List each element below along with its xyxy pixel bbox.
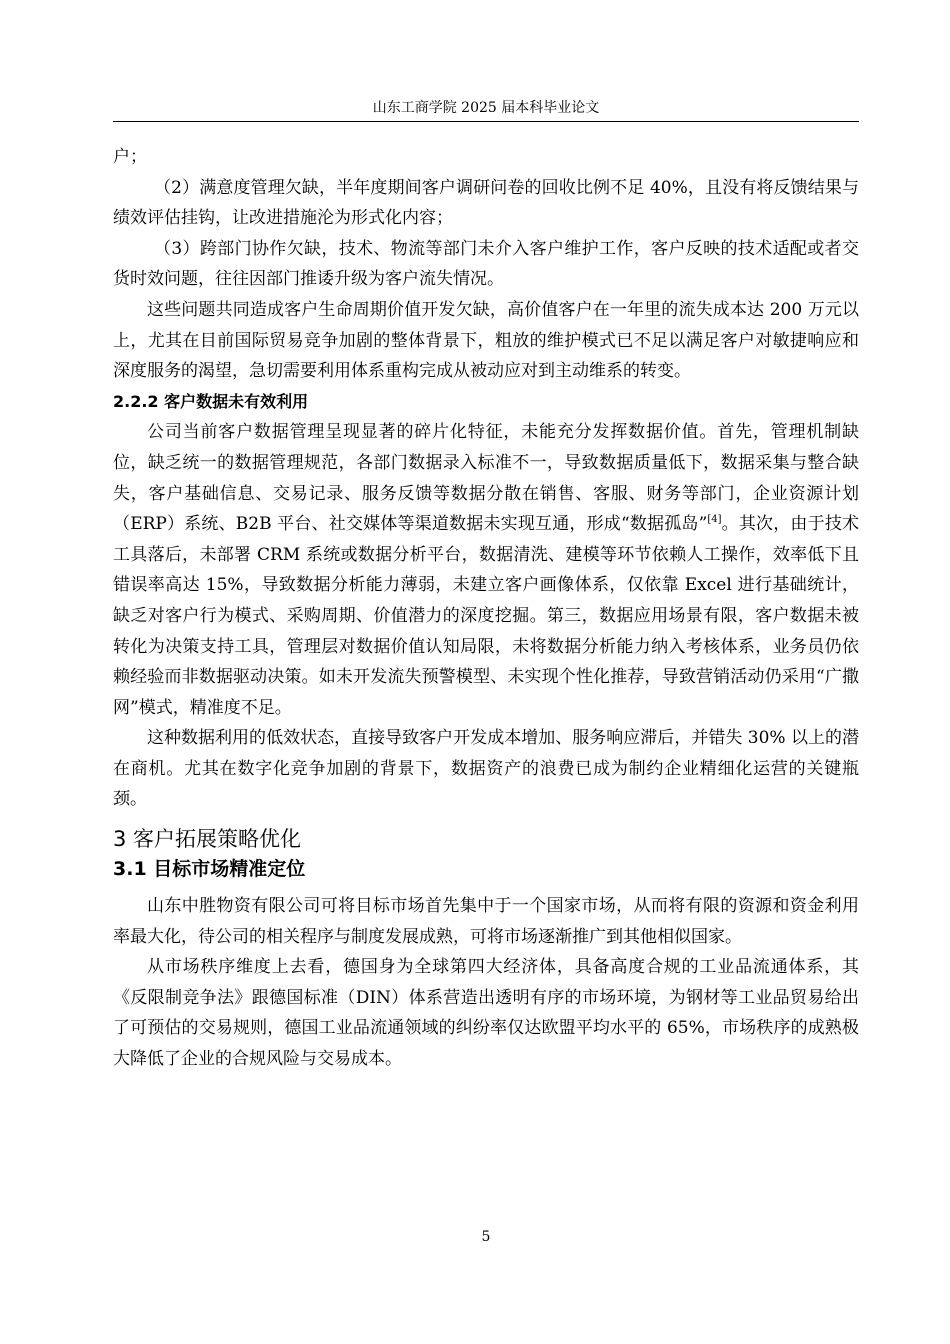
- list-item-2: （2）满意度管理欠缺，半年度期间客户调研问卷的回收比例不足 40%，且没有将反馈结果与绩效评估挂钩，让改进措施沦为形式化内容；: [113, 177, 859, 229]
- paragraph-summary: 这些问题共同造成客户生命周期价值开发欠缺，高价值客户在一年里的流失成本达 200 万元以上，尤其在目前国际贸易竞争加剧的整体背景下，粗放的维护模式已不足以满足客户对敏捷响应和深度服务的渴望，急切需要利用体系重构完成从被动应对到主动维系的转变。: [113, 299, 859, 382]
- data-issues-text-a: 公司当前客户数据管理呈现显著的碎片化特征，未能充分发挥数据价值。首先，管理机制缺位，缺乏统一的数据管理规范，各部门数据录入标准不一，导致数据质量低下，数据采集与整合缺失，客户基础信息、交易记录、服务反馈等数据分散在销售、客服、财务等部门，企业资源计划（ERP）系统、B2B 平台、社交媒体等渠道数据未实现互通，形成“数据孤岛”: [113, 422, 859, 535]
- citation-ref: [4]: [707, 514, 722, 526]
- page-body: [113, 142, 859, 1075]
- paragraph-market-order: 从市场秩序维度上去看，德国身为全球第四大经济体，具备高度合规的工业品流通体系，其《反限制竞争法》跟德国标准（DIN）体系营造出透明有序的市场环境，为钢材等工业品贸易给出了可预估的交易规则，德国工业品流通领域的纠纷率仅达欧盟平均水平的 65%，市场秩序的成熟极大降低了企业的合规风险与交易成本。: [113, 957, 859, 1070]
- list-item-3: （3）跨部门协作欠缺，技术、物流等部门未介入客户维护工作，客户反映的技术适配或者交货时效问题，往往因部门推诿升级为客户流失情况。: [113, 238, 859, 290]
- section-heading-3-1: 3.1 目标市场精准定位: [113, 858, 306, 881]
- page-number: 5: [481, 1229, 491, 1245]
- data-issues-text-b: 。其次，由于技术工具落后，未部署 CRM 系统或数据分析平台，数据清洗、建模等环节依赖人工操作，效率低下且错误率高达 15%，导致数据分析能力薄弱，未建立客户画像体系，仅依靠 Excel 进行基础统计，缺乏对客户行为模式、采购周期、价值潜力的深度挖掘。第三，数据应用场景有限，客户数据未被转化为决策支持工具，管理层对数据价值认知局限，未将数据分析能力纳入考核体系，业务员仍依赖经验而非数据驱动决策。如未开发流失预警模型、未实现个性化推荐，导致营销活动仍采用“广撒网”模式，精准度不足。: [113, 514, 860, 718]
- section-heading-2-2-2: 2.2.2 客户数据未有效利用: [113, 391, 309, 411]
- header-rule: [113, 121, 859, 122]
- paragraph-continuation: 户；: [113, 147, 147, 167]
- paragraph-data-impact: 这种数据利用的低效状态，直接导致客户开发成本增加、服务响应滞后，并错失 30% 以上的潜在商机。尤其在数字化竞争加剧的背景下，数据资产的浪费已成为制约企业精细化运营的关键瓶颈。: [113, 728, 859, 810]
- chapter-heading-3: 3 客户拓展策略优化: [113, 827, 302, 852]
- paragraph-data-issues: [113, 417, 859, 723]
- running-header: 山东工商学院 2025 届本科毕业论文: [372, 100, 600, 116]
- paragraph-target-market: 山东中胜物资有限公司可将目标市场首先集中于一个国家市场，从而将有限的资源和资金利用率最大化，待公司的相关程序与制度发展成熟，可将市场逐渐推广到其他相似国家。: [113, 896, 859, 947]
